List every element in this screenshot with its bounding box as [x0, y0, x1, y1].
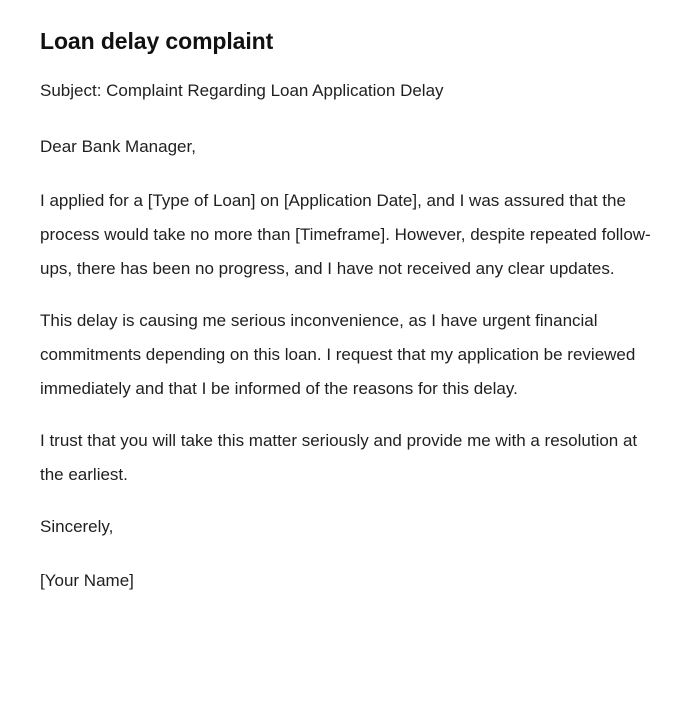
body-paragraph-1: I applied for a [Type of Loan] on [Application Date], and I was assured that the process would take no more than [Timeframe]. However, despite repeated follow-ups, there has been no progress, and I have not received any clear updates. [40, 191, 651, 278]
page-title: Loan delay complaint [40, 28, 274, 54]
body-paragraph-3: I trust that you will take this matter seriously and provide me with a resolution at the earliest. [40, 431, 638, 484]
signature-placeholder: [Your Name] [40, 571, 134, 590]
body-paragraph-2: This delay is causing me serious inconvenience, as I have urgent financial commitments depending on this loan. I request that my application be reviewed immediately and that I be informed of the reasons for this delay. [40, 311, 636, 398]
subject-line: Subject: Complaint Regarding Loan Application Delay [40, 81, 444, 100]
closing: Sincerely, [40, 517, 114, 536]
salutation: Dear Bank Manager, [40, 137, 196, 156]
